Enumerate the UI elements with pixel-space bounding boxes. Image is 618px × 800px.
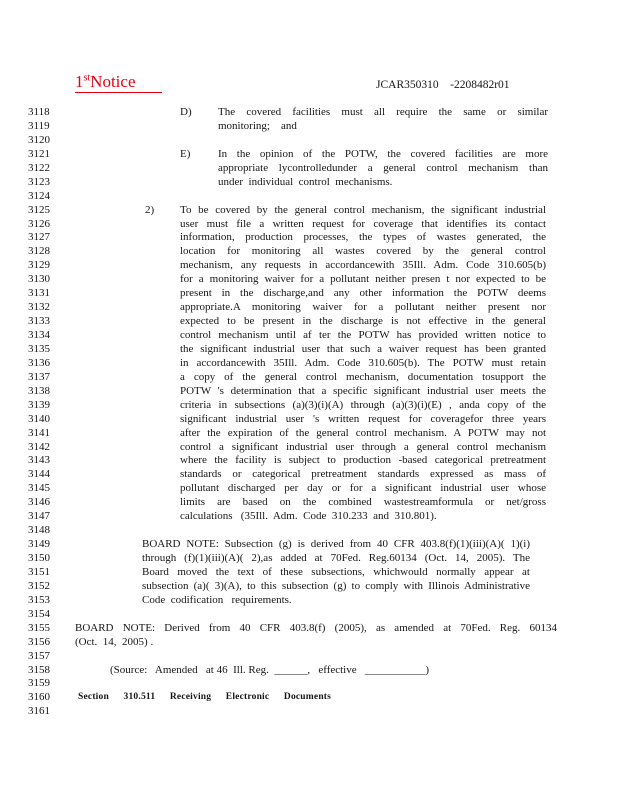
line-text: BOARD NOTE: Subsection (g) is derived from 40 CFR 403.8(f)(1)(iii)(A)( 1)(i) [142, 538, 530, 551]
line-number: 3142 [28, 440, 50, 453]
document-line [0, 273, 618, 287]
line-number: 3153 [28, 593, 50, 606]
document-line [0, 664, 618, 678]
document-line [0, 677, 618, 691]
line-text: calculations (35Ill. Adm. Code 310.233 and 310.801). [180, 510, 437, 523]
document-line [0, 496, 618, 510]
document-line [0, 538, 618, 552]
document-line [0, 357, 618, 371]
list-item-label: 2) [145, 203, 155, 216]
line-text: present in the discharge,and any other information the POTW deems [180, 287, 546, 300]
line-number: 3147 [28, 510, 50, 523]
document-line [0, 148, 618, 162]
document-line [0, 427, 618, 441]
document-line [0, 371, 618, 385]
line-text: the significant industrial user that such a waiver request has been granted [180, 342, 546, 355]
document-line [0, 622, 618, 636]
notice-ordinal: st [83, 72, 91, 84]
document-line [0, 636, 618, 650]
line-number: 3131 [28, 287, 50, 300]
line-number: 3152 [28, 579, 50, 592]
line-number: 3135 [28, 342, 50, 355]
jcar-document-id: JCAR350310 -2208482r01 [376, 79, 510, 91]
line-number: 3134 [28, 329, 50, 341]
line-number: 3141 [28, 426, 50, 439]
line-number: 3125 [28, 203, 50, 216]
document-line [0, 580, 618, 594]
line-number: 3158 [28, 663, 50, 676]
line-number: 3155 [28, 621, 50, 634]
line-text: control mechanism until af ter the POTW has provided written notice to [180, 329, 546, 341]
document-line [0, 231, 618, 245]
line-number: 3118 [28, 106, 50, 118]
document-line [0, 204, 618, 218]
line-text: mechanism, any requests in accordancewith 35Ill. Adm. Code 310.605(b) [180, 259, 546, 272]
document-line [0, 385, 618, 399]
line-text: (Oct. 14, 2005) . [75, 635, 154, 648]
line-text: for a monitoring waiver for a pollutant neither presen t nor expected to be [180, 273, 546, 286]
document-line [0, 691, 618, 705]
line-text: The covered facilities must all require the same or similar [218, 106, 548, 118]
line-text: location for monitoring all wastes covered by the general control [180, 245, 546, 258]
line-text: To be covered by the general control mechanism, the significant industrial [180, 203, 546, 216]
line-number: 3160 [28, 691, 50, 704]
document-line [0, 329, 618, 343]
line-text: subsection (a)( 3)(A), to this subsection (g) to comply with Illinois Administrative [142, 579, 530, 592]
line-number: 3130 [28, 273, 50, 286]
line-text: POTW 's determination that a specific significant industrial user meets the [180, 384, 546, 397]
line-text: In the opinion of the POTW, the covered facilities are more [218, 147, 548, 160]
line-number: 3146 [28, 496, 50, 509]
document-line [0, 343, 618, 357]
document-line [0, 552, 618, 566]
line-number: 3122 [28, 161, 50, 174]
line-number: 3161 [28, 705, 50, 718]
line-text: after the expiration of the general control mechanism. A POTW may not [180, 426, 546, 439]
line-number: 3126 [28, 217, 50, 230]
line-number: 3133 [28, 315, 50, 328]
document-line [0, 218, 618, 232]
document-line [0, 106, 618, 120]
line-text: standards or categorical pretreatment standards expressed as mass of [180, 468, 546, 481]
line-text: pollutant discharged per day or for a significant industrial user whose [180, 482, 546, 495]
notice-word: Notice [90, 72, 136, 91]
line-number: 3151 [28, 565, 50, 578]
line-number: 3150 [28, 552, 50, 564]
line-number: 3129 [28, 259, 50, 272]
line-number: 3156 [28, 635, 50, 648]
line-number: 3138 [28, 384, 50, 397]
line-text: through (f)(1)(iii)(A)( 2),as added at 70Fed. Reg.60134 (Oct. 14, 2005). The [142, 552, 530, 564]
document-line [0, 301, 618, 315]
document-line [0, 413, 618, 427]
line-number: 3145 [28, 482, 50, 495]
line-text: under individual control mechanisms. [218, 175, 393, 188]
line-number: 3124 [28, 189, 50, 202]
line-text: control a significant industrial user through a general control mechanism [180, 440, 546, 453]
list-item-label: E) [180, 147, 191, 160]
line-number: 3144 [28, 468, 50, 481]
document-line [0, 441, 618, 455]
list-item-label: D) [180, 106, 192, 118]
document-line [0, 594, 618, 608]
line-number: 3121 [28, 147, 50, 160]
line-text: Section 310.511 Receiving Electronic Documents [78, 692, 332, 703]
line-text: where the facility is subject to production -based categorical pretreatment [180, 454, 546, 467]
line-text: (Source: Amended at 46 Ill. Reg. ______, effective ___________) [110, 663, 430, 676]
line-number: 3159 [28, 677, 50, 690]
line-text: Board moved the text of these subsections, whichwould normally appear at [142, 565, 530, 578]
document-line [0, 705, 618, 719]
document-line [0, 608, 618, 622]
document-line [0, 399, 618, 413]
line-text: a copy of the general control mechanism, documentation tosupport the [180, 370, 546, 383]
line-number: 3120 [28, 133, 50, 146]
line-number: 3143 [28, 454, 50, 467]
document-line [0, 245, 618, 259]
line-text: appropriate.A monitoring waiver for a pollutant neither present nor [180, 301, 546, 314]
document-line [0, 650, 618, 664]
line-text: significant industrial user 's written request for coveragefor three years [180, 412, 546, 425]
line-text: criteria in subsections (a)(3)(i)(A) through (a)(3)(i)(E) , anda copy of the [180, 398, 546, 411]
document-line [0, 134, 618, 148]
line-number: 3148 [28, 524, 50, 537]
line-text: expected to be present in the discharge is not effective in the general [180, 315, 546, 328]
line-number: 3137 [28, 370, 50, 383]
document-line [0, 120, 618, 134]
line-number: 3127 [28, 231, 50, 244]
document-line [0, 566, 618, 580]
line-number: 3140 [28, 412, 50, 425]
notice-number: 1 [75, 72, 84, 91]
document-line [0, 287, 618, 301]
document-body [0, 106, 618, 719]
line-text: appropriate lycontrolledunder a general control mechanism than [218, 161, 548, 174]
line-text: limits are based on the combined wastestreamformula or net/gross [180, 496, 546, 509]
document-line [0, 510, 618, 524]
line-number: 3123 [28, 175, 50, 188]
document-line [0, 524, 618, 538]
document-line [0, 315, 618, 329]
line-text: BOARD NOTE: Derived from 40 CFR 403.8(f) (2005), as amended at 70Fed. Reg. 60134 [75, 621, 557, 634]
line-number: 3139 [28, 398, 50, 411]
document-line [0, 259, 618, 273]
line-number: 3136 [28, 356, 50, 369]
line-text: information, production processes, the types of wastes generated, the [180, 231, 546, 244]
document-line [0, 454, 618, 468]
document-line [0, 468, 618, 482]
line-text: monitoring; and [218, 119, 297, 132]
document-line [0, 190, 618, 204]
document-line [0, 162, 618, 176]
first-notice-heading [75, 71, 162, 93]
line-text: user must file a written request for coverage that identifies its contact [180, 217, 546, 230]
line-number: 3157 [28, 649, 50, 662]
line-number: 3154 [28, 607, 50, 620]
line-text: Code codification requirements. [142, 593, 292, 606]
document-line [0, 482, 618, 496]
document-line [0, 176, 618, 190]
line-number: 3128 [28, 245, 50, 258]
line-number: 3149 [28, 538, 50, 551]
line-number: 3119 [28, 119, 50, 132]
line-text: in accordancewith 35Ill. Adm. Code 310.605(b). The POTW must retain [180, 356, 546, 369]
line-number: 3132 [28, 301, 50, 314]
